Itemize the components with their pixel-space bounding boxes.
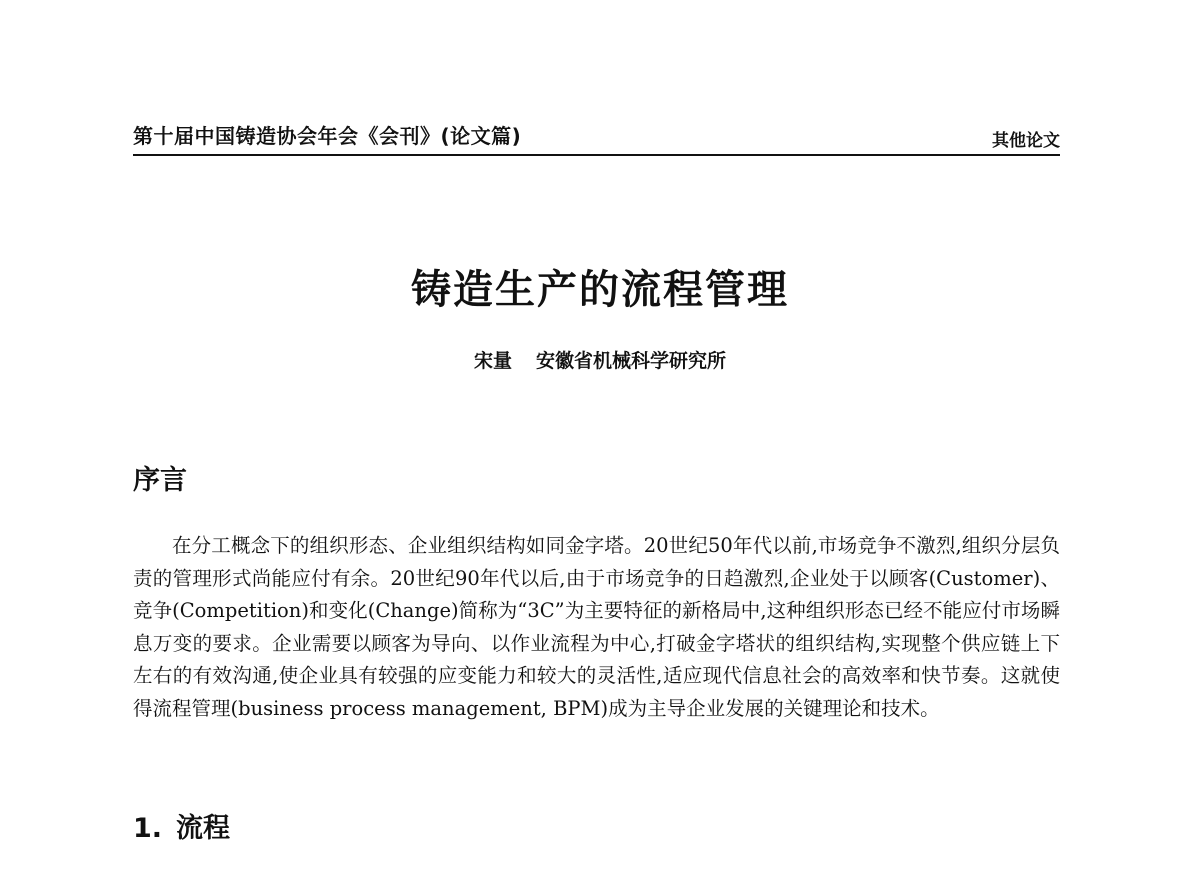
section-heading-1 xyxy=(133,806,230,845)
preface-paragraph: 在分工概念下的组织形态、企业组织结构如同金字塔。20世纪50年代以前,市场竞争不激烈,组织分层负责的管理形式尚能应付有余。20世纪90年代以后,由于市场竞争的日趋激烈,企业处于以顾客(Customer)、竞争(Competition)和变化(Change)简称为“3C”为主要特征的新格局中,这种组织形态已经不能应付市场瞬息万变的要求。企业需要以顾客为导向、以作业流程为中心,打破金字塔状的组织结构,实现整个供应链上下左右的有效沟通,使企业具有较强的应变能力和较大的灵活性,适应现代信息社会的高效率和快节奏。这就使得流程管理(business process management, BPM)成为主导企业发展的关键理论和技术。 xyxy=(133,534,1060,720)
section-heading-preface: 序言 xyxy=(133,465,187,496)
author-name: 宋量 xyxy=(473,350,512,372)
header-divider xyxy=(133,154,1060,156)
article-title: 铸造生产的流程管理 xyxy=(411,267,789,313)
journal-name: 第十届中国铸造协会年会《会刊》(论文篇) xyxy=(133,124,522,148)
section-heading-text: 流程 xyxy=(176,813,231,844)
author-line xyxy=(0,346,1200,373)
section-category: 其他论文 xyxy=(992,131,1060,151)
author-affiliation: 安徽省机械科学研究所 xyxy=(536,350,727,372)
section-number: 1. xyxy=(133,813,163,844)
